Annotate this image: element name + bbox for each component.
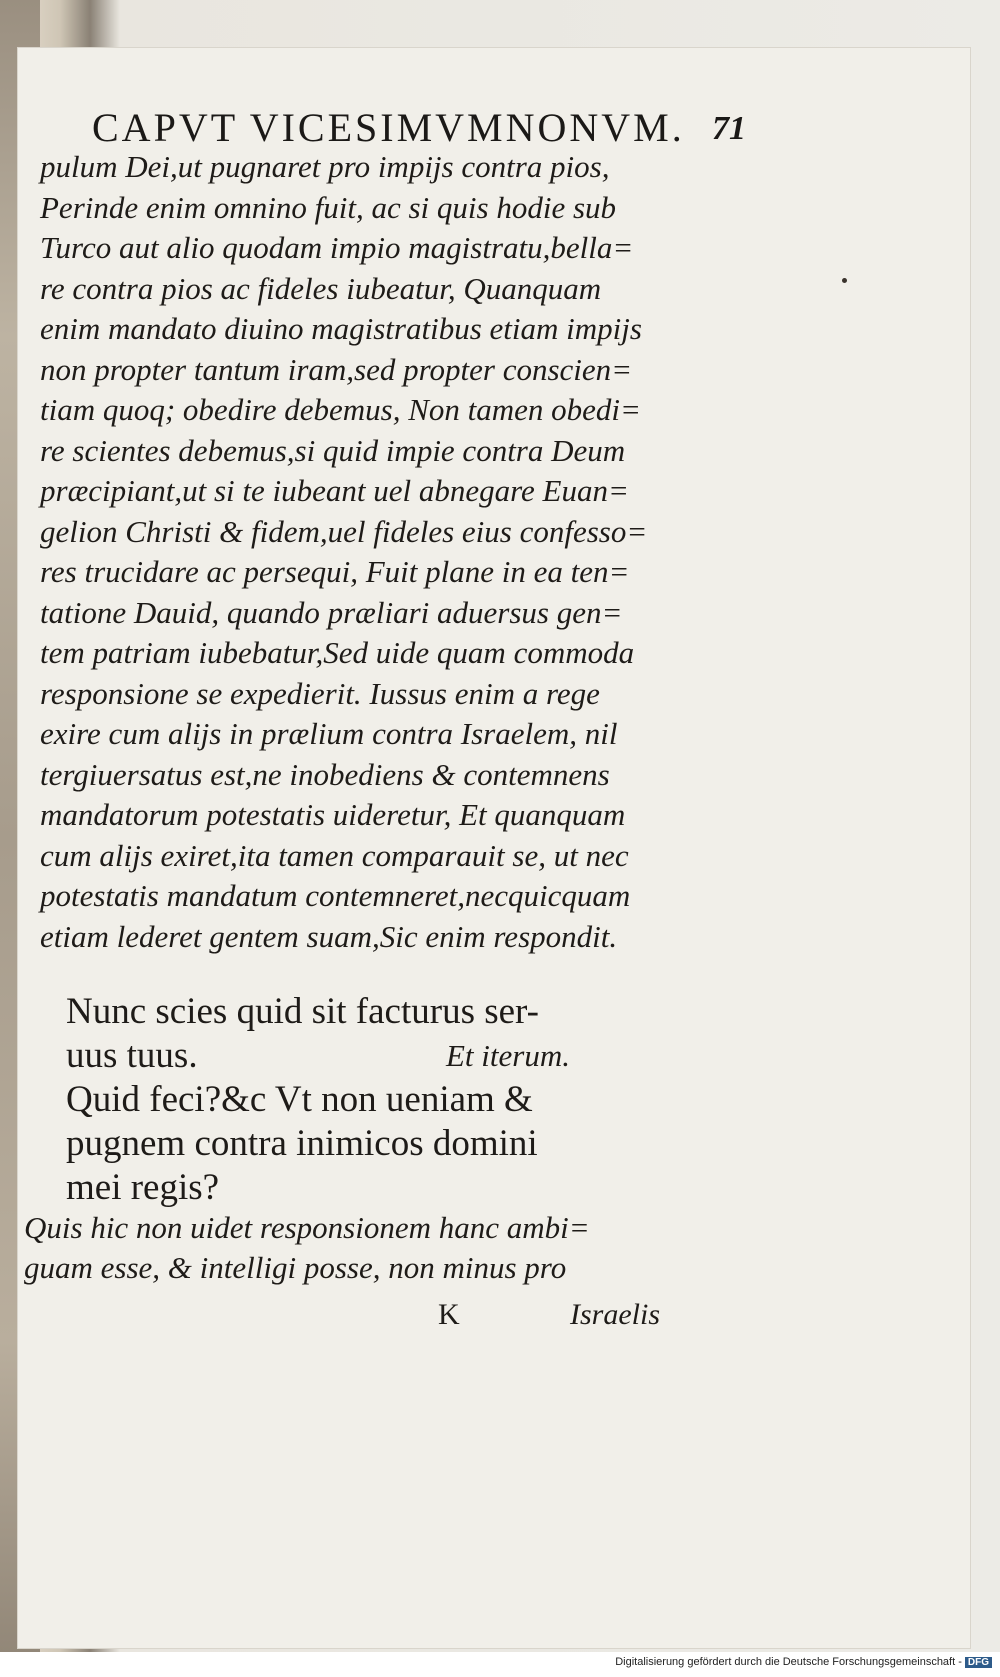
text-line: tatione Dauid, quando præliari aduersus gen= xyxy=(40,594,623,630)
text-line: Quis hic non uidet responsionem hanc ambi= xyxy=(24,1210,590,1245)
text-line: re scientes debemus,si quid impie contra Deum xyxy=(40,432,626,468)
text-line: tem patriam iubebatur,Sed uide quam commoda xyxy=(40,635,635,670)
digitization-credit xyxy=(615,1656,992,1668)
running-title: CAPVT VICESIMVMNONVM. xyxy=(92,105,685,150)
quote-line: uus tuus. xyxy=(66,1035,198,1076)
quote-line-row xyxy=(66,1034,716,1078)
paper-speck xyxy=(842,278,847,283)
quote-line: mei regis? xyxy=(66,1167,220,1208)
main-text-block xyxy=(40,147,740,957)
text-line: cum alijs exiret,ita tamen comparauit se, ut nec xyxy=(40,837,629,873)
quote-line: Quid feci?&c Vt non ueniam & xyxy=(66,1079,533,1120)
folio-number: 71 xyxy=(712,110,746,147)
text-line: mandatorum potestatis uideretur, Et quanquam xyxy=(40,797,626,832)
text-line: res trucidare ac persequi, Fuit plane in ea ten= xyxy=(40,554,630,589)
text-line: pulum Dei,ut pugnaret pro impijs contra pios, xyxy=(40,149,610,184)
text-line: præcipiant,ut si te iubeant uel abnegare Euan= xyxy=(40,473,629,508)
quotation-block xyxy=(66,990,716,1210)
credit-text: Digitalisierung gefördert durch die Deutsche Forschungsgemeinschaft - xyxy=(615,1656,962,1668)
catchword: Israelis xyxy=(570,1298,660,1331)
text-line: Turco aut alio quodam impio magistratu,bella= xyxy=(40,230,634,265)
signature-mark: K xyxy=(438,1298,460,1331)
text-line: exire cum alijs in prælium contra Israelem, nil xyxy=(40,716,618,751)
text-line: enim mandato diuino magistratibus etiam impijs xyxy=(40,311,642,346)
text-line: tiam quoq; obedire debemus, Non tamen obedi= xyxy=(40,392,641,427)
text-line: guam esse, & intelligi posse, non minus pro xyxy=(24,1250,567,1285)
et-iterum: Et iterum. xyxy=(446,1038,570,1073)
text-line: gelion Christi & fidem,uel fideles eius confesso= xyxy=(40,513,648,549)
text-line: potestatis mandatum contemneret,necquicquam xyxy=(40,878,631,913)
text-line: Perinde enim omnino fuit, ac si quis hodie sub xyxy=(40,189,617,225)
text-line: tergiuersatus est,ne inobediens & contemnens xyxy=(40,756,610,792)
text-line: responsione se expedierit. Iussus enim a rege xyxy=(40,675,600,711)
dfg-logo: DFG xyxy=(965,1657,992,1668)
quote-line: pugnem contra inimicos domini xyxy=(66,1123,538,1164)
text-line: non propter tantum iram,sed propter conscien= xyxy=(40,351,633,387)
tail-text-block xyxy=(24,1208,724,1288)
text-line: etiam lederet gentem suam,Sic enim respondit. xyxy=(40,918,618,954)
quote-line: Nunc scies quid sit facturus ser- xyxy=(66,991,539,1032)
text-line: re contra pios ac fideles iubeatur, Quanquam xyxy=(40,270,602,306)
